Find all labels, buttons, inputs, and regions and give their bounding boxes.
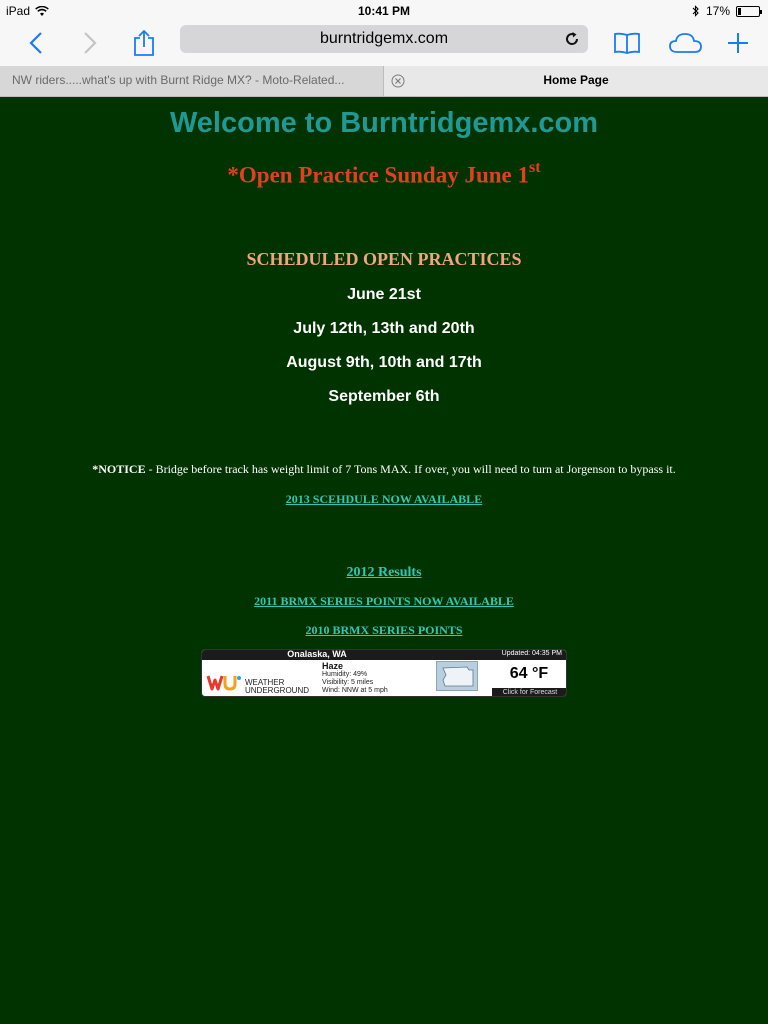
tab-bar — [0, 66, 768, 97]
battery-percent: 17% — [705, 4, 730, 18]
link-row — [0, 563, 768, 581]
weather-humidity: Humidity: 49% — [322, 671, 368, 678]
share-icon — [133, 29, 155, 57]
forward-button[interactable] — [72, 26, 108, 60]
practice-date: September 6th — [328, 388, 440, 405]
browser-toolbar — [0, 22, 768, 66]
practice-date: August 9th, 10th and 17th — [286, 354, 482, 371]
battery-fill — [738, 8, 741, 15]
link-row — [0, 623, 768, 638]
bluetooth-icon — [692, 5, 700, 17]
back-button[interactable] — [18, 26, 54, 60]
notice-text: - Bridge before track has weight limit of 7 Tons MAX. If over, you will need to turn at Jorgenson to bypass it. — [145, 462, 676, 476]
open-practice-text: *Open Practice Sunday June 1 — [227, 162, 529, 188]
address-bar[interactable] — [180, 25, 588, 53]
tab-label: NW riders.....what's up with Burnt Ridge MX? - Moto-Related... — [12, 73, 345, 87]
weather-underground-logo-icon — [206, 670, 242, 694]
points-2010-link[interactable]: 2010 BRMX SERIES POINTS — [305, 623, 463, 637]
status-right — [692, 4, 760, 18]
web-page — [0, 97, 768, 1024]
cloud-icon — [668, 31, 704, 55]
url-text: burntridgemx.com — [319, 30, 449, 47]
open-practice-suffix: st — [529, 159, 541, 176]
tab-label: Home Page — [543, 73, 609, 87]
weather-location: Onalaska, WA — [287, 649, 347, 659]
points-2011-link[interactable]: 2011 BRMX SERIES POINTS NOW AVAILABLE — [254, 594, 514, 608]
schedule-2013-link[interactable]: 2013 SCEHDULE NOW AVAILABLE — [285, 492, 483, 506]
weather-wind: Wind: NNW at 5 mph — [322, 687, 388, 694]
bridge-notice — [0, 462, 768, 477]
chevron-left-icon — [29, 32, 43, 54]
state-map-icon — [437, 662, 479, 692]
link-row — [0, 492, 768, 507]
status-bar — [0, 0, 768, 22]
weather-visibility: Visibility: 5 miles — [322, 679, 374, 686]
practice-date: July 12th, 13th and 20th — [293, 320, 475, 337]
plus-icon — [727, 32, 749, 54]
weather-brand-line: WEATHER — [245, 678, 285, 687]
chevron-right-icon — [83, 32, 97, 54]
share-button[interactable] — [126, 26, 162, 60]
clock: 10:41 PM — [357, 4, 411, 18]
practice-date: June 21st — [347, 286, 421, 303]
device-label: iPad — [6, 4, 31, 18]
schedule-heading: SCHEDULED OPEN PRACTICES — [246, 249, 522, 269]
open-practice-announcement — [0, 161, 768, 189]
forecast-link[interactable]: Click for Forecast — [492, 688, 567, 697]
book-icon — [613, 31, 641, 55]
weather-condition: Haze — [322, 661, 344, 671]
weather-brand-line: UNDERGROUND — [245, 686, 309, 695]
weather-top-bar — [202, 650, 567, 660]
page-title: Welcome to Burntridgemx.com — [169, 107, 599, 139]
link-row — [0, 594, 768, 609]
weather-map-icon — [436, 661, 478, 691]
weather-updated: Updated: 04:35 PM — [501, 650, 562, 657]
tab-moto-related[interactable] — [0, 66, 384, 96]
weather-temperature: 64 °F — [509, 665, 549, 682]
battery-icon — [736, 6, 760, 17]
bookmarks-button[interactable] — [609, 26, 645, 60]
tab-home-page[interactable] — [384, 66, 768, 96]
icloud-tabs-button[interactable] — [666, 26, 706, 60]
new-tab-button[interactable] — [720, 26, 756, 60]
notice-label: *NOTICE — [92, 462, 146, 476]
weather-widget[interactable] — [201, 649, 567, 697]
reload-icon[interactable] — [562, 29, 582, 49]
weather-temp-box — [492, 661, 566, 688]
results-2012-link[interactable]: 2012 Results — [346, 565, 422, 580]
